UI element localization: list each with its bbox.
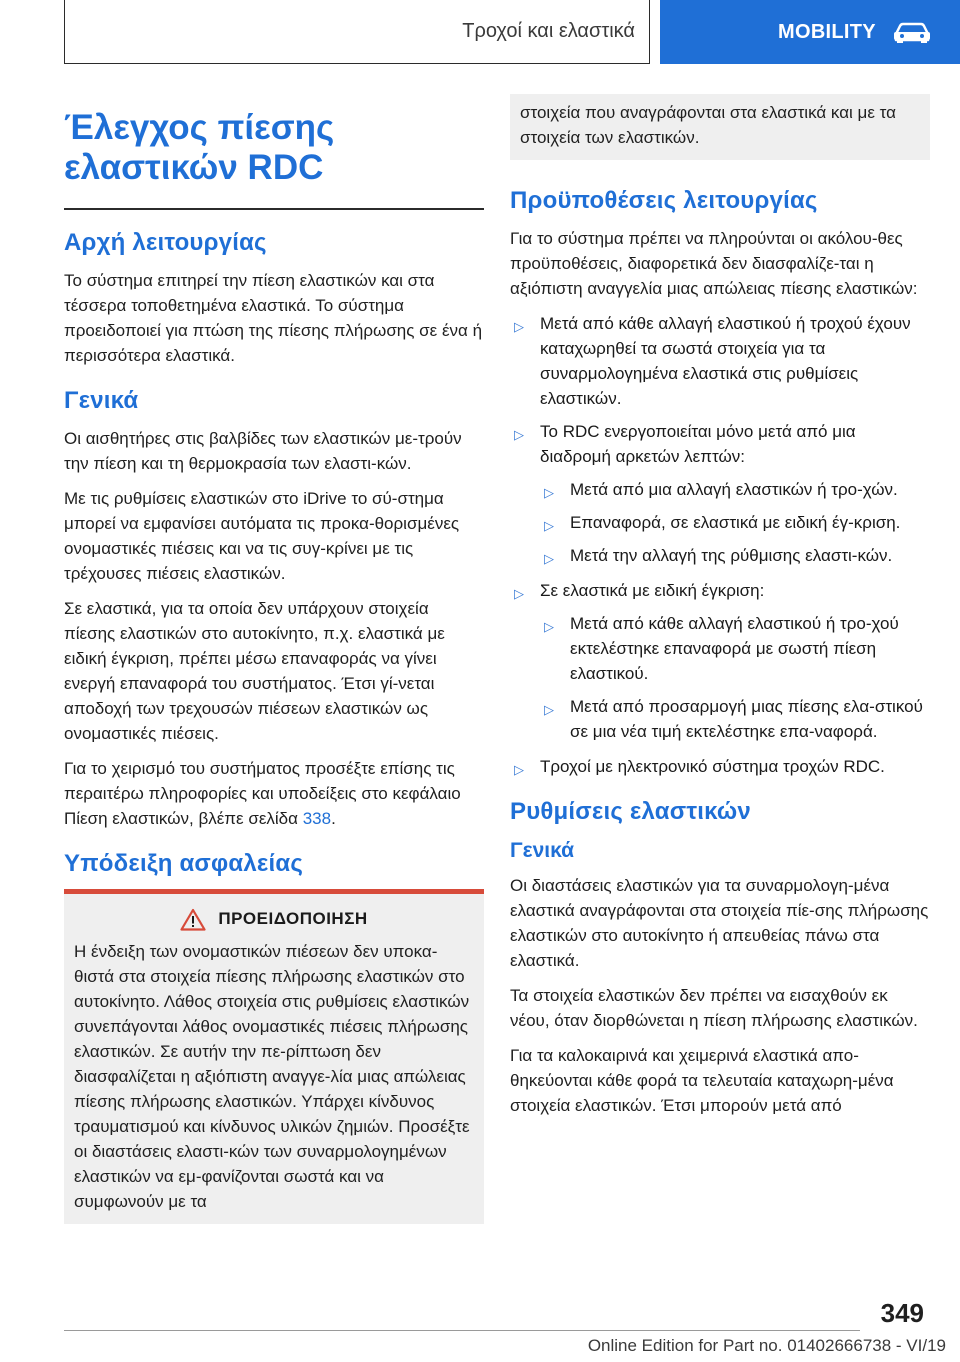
footer-divider bbox=[64, 1330, 860, 1331]
header-frame bbox=[64, 0, 650, 64]
general-paragraph-1: Οι αισθητήρες στις βαλβίδες των ελαστικών με-τρούν την πίεση και τη θερμοκρασία των ελαστι-κών. bbox=[64, 428, 462, 473]
car-icon bbox=[892, 20, 932, 44]
warning-header bbox=[74, 908, 474, 931]
bullet-triangle-icon: ▷ bbox=[544, 518, 554, 533]
section-tire-settings bbox=[510, 797, 930, 1118]
section-general bbox=[64, 386, 484, 831]
general-paragraph-3: Σε ελαστικά, για τα οποία δεν υπάρχουν στοιχεία πίεσης ελαστικών στο αυτοκίνητο, π.χ. ελαστικά με ειδική έγκριση, πρέπει μέσω επαναφοράς να γίνει ενεργή επαναφορά του συστήματος. Έτσι γί-νεται αποδοχή των τρεχουσών πιέσεων ελαστικών ως ονομαστικές πιέσεις. bbox=[64, 598, 445, 743]
page-title: Έλεγχος πίεσης ελαστικών RDC bbox=[64, 108, 335, 187]
header-tab-label: MOBILITY bbox=[778, 20, 876, 43]
warning-text: Η ένδειξη των ονομαστικών πιέσεων δεν υποκα-θιστά στα στοιχεία πίεσης πλήρωσης ελαστικών στο αυτοκίνητο. Λάθος στοιχεία στις ρυθμίσεις ελαστικών συνεπάγονται λάθος ονομαστικές πιέσεις πλήρωσης ελαστικών. Σε αυτήν την πε-ρίπτωση δεν διασφαλίζεται η αξιόπιστη αναγγε-λία μιας απώλειας πίεσης πλήρωσης ελαστικών. Υπάρχει κίνδυνος τραυματισμού και κίνδυνος υλικών ζημιών. Προσέξτε οι διαστάσεις ελαστι-κών των συναρμολογημένων ελαστικών να εμ-φανίζονται σωστά και να συμφωνούν με τα bbox=[74, 941, 470, 1211]
bullet-triangle-icon: ▷ bbox=[514, 762, 524, 777]
warning-label: ΠΡΟΕΙΔΟΠΟΙΗΣΗ bbox=[218, 909, 368, 928]
bullet-triangle-icon: ▷ bbox=[514, 319, 524, 334]
list-item: ▷ Επαναφορά, σε ελαστικά με ειδική έγ-κριση. bbox=[540, 510, 930, 535]
warning-triangle-icon bbox=[180, 908, 206, 931]
list-item: ▷ Μετά από κάθε αλλαγή ελαστικού ή τρο-χού εκτελέστηκε επαναφορά με σωστή πίεση ελαστικού. bbox=[544, 614, 899, 683]
header-section-title: Τροχοί και ελαστικά bbox=[462, 20, 635, 42]
heading-prerequisites: Προϋποθέσεις λειτουργίας bbox=[510, 187, 818, 214]
principle-text: Το σύστημα επιτηρεί την πίεση ελαστικών και στα τέσσερα τοποθετημένα ελαστικά. Το σύστημα προειδοποιεί για πτώση της πίεσης πλήρωσης σε ένα ή περισσότερα ελαστικά. bbox=[64, 270, 483, 365]
list-item: ▷ Μετά από κάθε αλλαγή ελαστικού ή τροχού έχουν καταχωρηθεί τα σωστά στοιχεία για τα συναρμολογημένα ελαστικά στις ρυθμίσεις ελαστικών. bbox=[514, 314, 911, 408]
warning-continuation-text: στοιχεία που αναγράφονται στα ελαστικά και με τα στοιχεία των ελαστικών. bbox=[520, 103, 896, 147]
right-column bbox=[510, 100, 930, 1128]
bullet-triangle-icon: ▷ bbox=[514, 427, 524, 442]
general-paragraph-4: Για το χειρισμό του συστήματος προσέξτε επίσης τις περαιτέρω πληροφορίες και υποδείξεις στο κεφάλαιο Πίεση ελαστικών, βλέπε σελίδα 338. bbox=[64, 758, 461, 828]
settings-paragraph-3: Για τα καλοκαιρινά και χειμερινά ελαστικά απο-θηκεύονται κάθε φορά τα τελευταία καταχωρη-μένα στοιχεία ελαστικών. Έτσι μπορούν μετά από bbox=[510, 1046, 894, 1115]
heading-safety: Υπόδειξη ασφαλείας bbox=[64, 849, 304, 877]
bullet-triangle-icon: ▷ bbox=[544, 702, 554, 717]
page-link-338[interactable]: 338 bbox=[302, 808, 332, 828]
settings-paragraph-1: Οι διαστάσεις ελαστικών για τα συναρμολογη-μένα ελαστικά αναγράφονται στα στοιχεία πίε-σης πλήρωσης ελαστικών στο αυτοκίνητο ή απευθείας πάνω στα ελαστικά. bbox=[510, 876, 929, 970]
section-safety bbox=[64, 849, 484, 1224]
warning-continuation-box bbox=[510, 94, 930, 160]
sublist-activation bbox=[540, 477, 930, 568]
left-column bbox=[64, 100, 484, 1224]
heading-tire-settings: Ρυθμίσεις ελαστικών bbox=[510, 798, 751, 825]
bullet-triangle-icon: ▷ bbox=[514, 586, 524, 601]
subheading-general: Γενικά bbox=[510, 839, 575, 862]
list-item: ▷ Μετά την αλλαγή της ρύθμισης ελαστι-κών. bbox=[540, 543, 930, 568]
heading-general: Γενικά bbox=[64, 386, 139, 414]
heading-principle: Αρχή λειτουργίας bbox=[64, 228, 267, 256]
warning-box bbox=[64, 889, 484, 1224]
section-principle bbox=[64, 228, 484, 368]
section-prerequisites bbox=[510, 186, 930, 779]
list-item: ▷ Το RDC ενεργοποιείται μόνο μετά από μια διαδρομή αρκετών λεπτών: ▷ Μετά από μια αλλαγή ελαστικών ή τρο-χών. ▷ Επαναφορά, σε ελαστικά με ειδική έγ-κριση. ▷ Μετά την αλλαγή της ρύθμισης ελαστι-κών. bbox=[510, 419, 930, 568]
list-item: ▷ Μετά από μια αλλαγή ελαστικών ή τρο-χών. bbox=[540, 477, 930, 502]
sublist-special-approval bbox=[540, 611, 930, 744]
title-divider bbox=[64, 208, 484, 210]
page-number: 349 bbox=[880, 1298, 924, 1328]
bullet-triangle-icon: ▷ bbox=[544, 619, 554, 634]
bullet-triangle-icon: ▷ bbox=[544, 551, 554, 566]
settings-paragraph-2: Τα στοιχεία ελαστικών δεν πρέπει να εισαχθούν εκ νέου, όταν διορθώνεται η πίεση πλήρωσης ελαστικών. bbox=[510, 986, 918, 1030]
general-paragraph-2: Με τις ρυθμίσεις ελαστικών στο iDrive το σύ-στημα μπορεί να εμφανίσει αυτόματα τις προκα-θορισμένες ονομαστικές πιέσεις και να τις συγ-κρίνει με τις τρέχουσες πιέσεις ελαστικών. bbox=[64, 488, 460, 583]
list-item: ▷ Σε ελαστικά με ειδική έγκριση: ▷ Μετά από κάθε αλλαγή ελαστικού ή τρο-χού εκτελέστηκε επαναφορά με σωστή πίεση ελαστικού. ▷ Μετά από προσαρμογή μιας πίεσης ελα-στικού σε μια νέα τιμή εκτελέστηκε επα-ναφορά. bbox=[510, 578, 930, 744]
list-item: ▷ Τροχοί με ηλεκτρονικό σύστημα τροχών RDC. bbox=[510, 754, 930, 779]
prerequisites-list bbox=[510, 311, 930, 779]
bullet-triangle-icon: ▷ bbox=[544, 485, 554, 500]
header-tab-mobility[interactable] bbox=[660, 0, 960, 64]
list-item: ▷ Μετά από προσαρμογή μιας πίεσης ελα-στικού σε μια νέα τιμή εκτελέστηκε επα-ναφορά. bbox=[544, 697, 923, 741]
prerequisites-intro: Για το σύστημα πρέπει να πληρούνται οι ακόλου-θες προϋποθέσεις, διαφορετικά δεν διασφαλίζε-ται η αξιόπιστη αναγγελία μιας απώλειας πίεσης ελαστικών: bbox=[510, 229, 918, 298]
footer-edition: Online Edition for Part no. 01402666738 - VI/19 bbox=[587, 1336, 946, 1355]
